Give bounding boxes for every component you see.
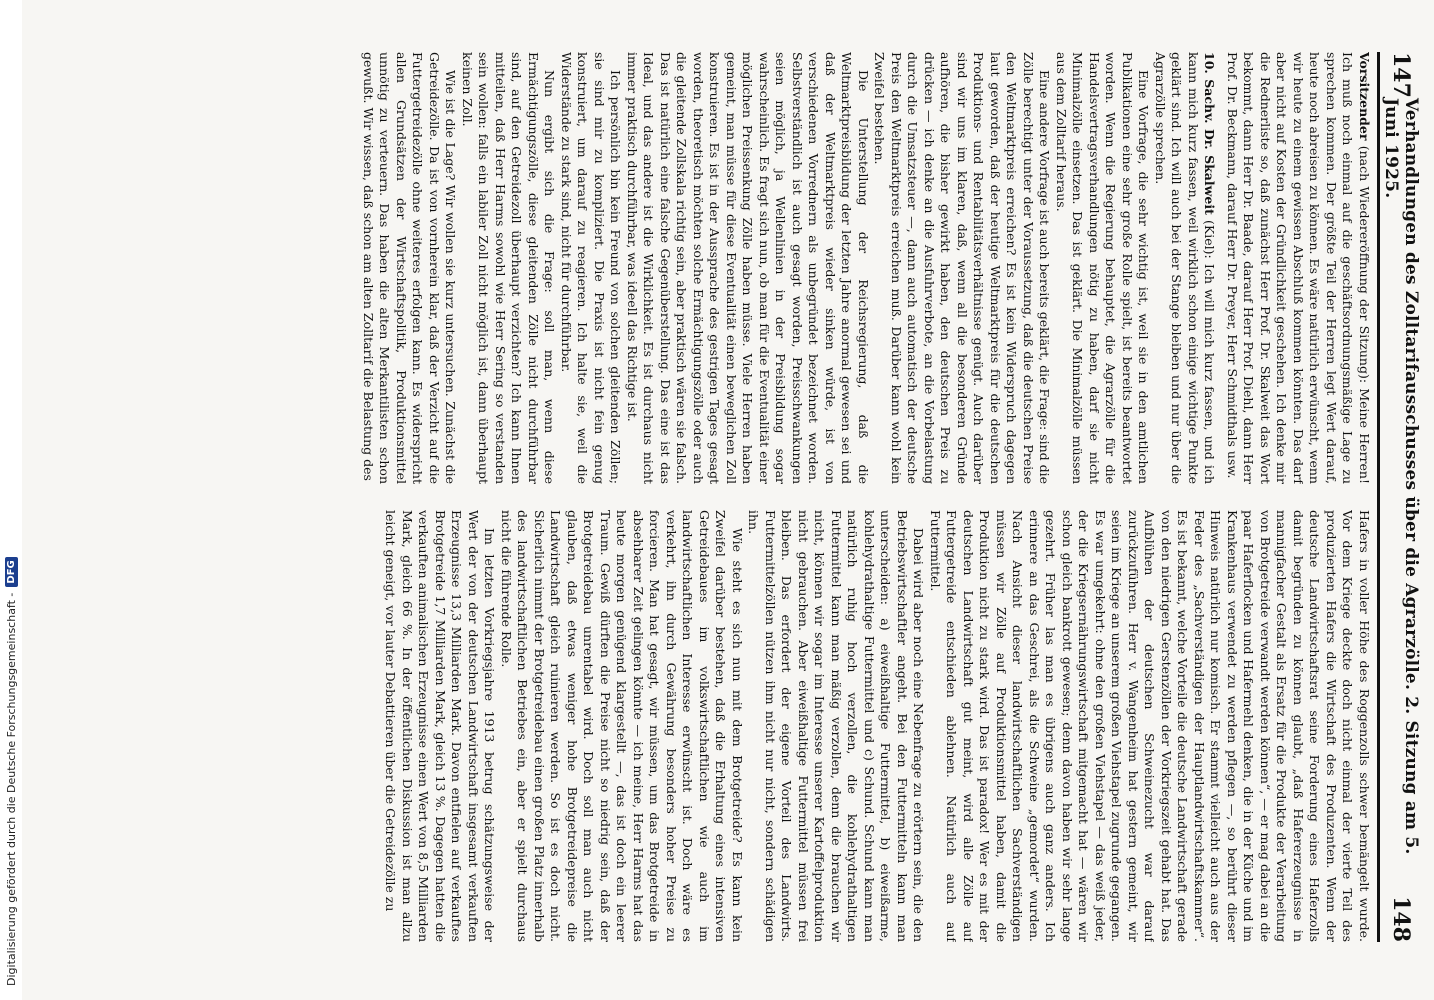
paragraph: Die Unterstellung der Reichsregierung, daß die Weltmarktpreisbildung der letzten Jahre anormal gewesen sei und daß der Weltmarktpreis wieder sinken würde, ist von verschiedenen Vorrednern als unbegründet bezeichnet worden. Selbstverständlich ist auch gesagt worden, Preisschwankungen seien möglich, ja Wellenlinien in der Preisbildung sogar wahrscheinlich. Es fragt sich nun, ob man für die Eventualität einer möglichen Preissenkung Zölle haben müsse. Viele Herren haben gemeint, man müsse für diese Eventualität einen beweglichen Zoll konstruieren. Es ist in der Aussprache des gestrigen Tages gesagt worden, theoretisch möchten solche Ermächtigungszölle oder auch die gleitende Zollskala richtig sein, aber praktisch wären sie falsch. Das ist natürlich eine falsche Gegenüberstellung. Das eine ist das Ideal, und das andere ist die Wirklichkeit. Es ist durchaus nicht immer praktisch durchführbar, was ideell das Richtige ist.	[625, 52, 871, 484]
paragraph-text: (nach Wiedereröffnung der Sitzung): Meine Herren! Ich muß noch einmal auf die geschäftsordnungsmäßige Lage zu sprechen kommen. Der größte Teil der Herren legt Wert darauf, heute noch abreisen zu können. Es wäre natürlich erwünscht, wenn wir heute zu einem gewissen Abschluß kommen könnten. Das darf aber nicht auf Kosten der Gründlichkeit geschehen. Ich denke mir die Rednerliste so, daß zunächst Herr Prof. Dr. Skalweit das Wort bekommt, dann Herr Dr. Baade, darauf Herr Prof. Diehl, dann Herr Prof. Dr. Beckmann, darauf Herr Dr. Preyer, Herr Schmidthals usw.	[1225, 52, 1372, 484]
paragraph: Wie ist die Lage? Wir wollen sie kurz untersuchen. Zunächst die Getreidezölle. Da ist von vornherein klar, daß der Verzicht auf die Futtergetreidezölle ohne weiteres erfolgen kann. Es widerspricht allen Grundsätzen der Wirtschaftspolitik, Produktionsmittel unnötig zu verteuern. Das haben die alten Merkantilisten schon gewußt. Wir wissen, daß schon am alten Zolltarif die Belastung des	[361, 52, 459, 484]
paragraph: Hafers in voller Höhe des Roggenzolls schwer bemängelt wurde. Vor dem Kriege deckte doch nicht einmal der vierte Teil des produzierten Hafers die Wirtschaft des Produzenten. Wenn der deutsche Landwirtschaftsrat seine Forderung eines Haferzolls damit begründen zu können glaubt, „daß Hafererzeugnisse in mannigfacher Gestalt als Ersatz für die Produkte der Verarbeitung von Brotgetreide verwandt werden können“, — er mag dabei an die paar Haferflocken und Hafermehl denken, die in der Küche und im Krankenhaus verwendet zu werden pflegen —, so berührt dieser Hinweis natürlich nur komisch. Er stammt vielleicht auch aus der Feder des „Sachverständigen der Hauptlandwirtschaftskammer“. Es ist bekannt, welche Vorteile die deutsche Landwirtschaft gerade von den niedrigen Gerstenzöllen der Vorkriegszeit gehabt hat. Das Aufblühen der deutschen Schweinezucht war darauf zurückzuführen. Herr v. Wangenheim hat gestern gemeint, wir seien im Kriege an unserem großen Viehstapel zugrunde gegangen. Es war umgekehrt: ohne den großen Viehstapel — das weiß jeder, der die Kriegsernährungswirtschaft mitgemacht hat — wären wir schon gleich bankrott gewesen; denn davon haben wir sehr lange gezehrt. Früher las man es übrigens auch ganz anders. Ich erinnere an das Geschrei, als die Schweine „gemordet“ wurden. Nach Ansicht dieser landwirtschaftlichen Sachverständigen müssen wir Zölle auf Produktionsmittel haben, damit die Produktion nicht zu stark wird. Das ist paradox! Wer es mit der deutschen Landwirtschaft gut meint, wird alle Zölle auf Futtergetreide entschieden ablehnen. Natürlich auch auf Futtermittel.	[928, 510, 1372, 942]
header-rule	[1377, 52, 1380, 942]
paragraph: Nun ergibt sich die Frage: soll man, wenn diese Ermächtigungszölle, diese gleitenden Zölle nicht durchführbar sind, auf den Getreidezoll überhaupt verzichten? Ich kann Ihnen mitteilen, daß Herr Harms sowohl wie Herr Sering so verstanden sein wollen: falls ein labiler Zoll nicht möglich ist, dann überhaupt keinen Zoll.	[460, 52, 558, 484]
paragraph: Eine Vorfrage, die sehr wichtig ist, weil sie in den amtlichen Publikationen eine sehr große Rolle spielt, ist bereits beantwortet worden. Wenn die Regierung behauptet, die Agrarzölle für die Handelsvertragsverhandlungen nötig zu haben, darf sie nicht Minimalzölle einsetzen. Das ist geklärt. Die Minimalzölle müssen aus dem Zolltarif heraus.	[1054, 52, 1152, 484]
paragraph: Ich persönlich bin kein Freund von solchen gleitenden Zöllen; sie sind mir zu kompliziert. Die Praxis ist nicht fein genug konstruiert, um darauf zu reagieren. Ich halte sie, weil die Widerstände zu stark sind, nicht für durchführbar.	[559, 52, 624, 484]
page-header	[1381, 52, 1421, 942]
paragraph: Dabei wird aber noch eine Nebenfrage zu erörtern sein, die den Betriebswirtschaftler angeht. Bei den Futtermitteln kann man unterscheiden: a) eiweißhaltige Futtermittel, b) eiweißarme, kohlehydrathaltige Futtermittel und c) Schund. Schund kann man natürlich ruhig hoch verzollen, die kohlehydrathaltigen Futtermittel kann man mäßig verzollen, denn die brauchen wir nicht, können wir sogar im Interesse unserer Kartoffelproduktion nicht gebrauchen. Aber eiweißhaltige Futtermittel müssen frei bleiben. Das erfordert der eigene Vorteil des Landwirts. Futtermittelzöllen nützen ihm nicht nur nicht, sondern schädigen ihn.	[746, 510, 927, 942]
chair-paragraph	[1224, 52, 1373, 484]
page-number-right: 148	[1388, 896, 1414, 942]
paragraph: Im letzten Vorkriegsjahre 1913 betrug schätzungsweise der Wert der von der deutschen Landwirtschaft insgesamt verkauften Erzeugnisse 13,3 Milliarden Mark. Davon entfielen auf verkauftes Brotgetreide 1,7 Milliarden Mark, gleich 13 %. Dagegen hatten die verkauften animalischen Erzeugnisse einen Wert von 8,5 Milliarden Mark, gleich 66 %. In der öffentlichen Diskussion ist man allzu leicht geneigt, vor lauter Debattieren über die Getreidezölle zu	[383, 510, 498, 942]
paragraph-text: (Kiel): Ich will mich kurz fassen, und ich kann mich kurz fassen, weil wirklich schon einige wichtige Punkte geklärt sind. Ich will auch bei der Stange bleiben und nur über die Agrarzölle sprechen.	[1153, 52, 1218, 484]
page-number-left: 147	[1388, 52, 1414, 98]
speaker-paragraph	[1152, 52, 1218, 484]
column-right	[18, 510, 1372, 942]
running-title: Verhandlungen des Zolltarifausschusses über die Agrarzölle. 2. Sitzung am 5. Juni 1925.	[1381, 97, 1421, 855]
paragraph: Wie steht es sich nun mit dem Brotgetreide? Es kann kein Zweifel darüber bestehen, daß die Erhaltung eines intensiven Getreidebaues im volkswirtschaftlichen wie auch im landwirtschaftlichen Interesse erwünscht ist. Doch wäre es verkehrt, ihn durch Gewährung besonders hoher Preise zu forcieren. Man hat gesagt, wir müssen, um das Brotgetreide in absehbarer Zeit gelingen könnte — ich meine, Herr Harms hat das heute morgen genügend klargestellt —, das ist doch ein leerer Traum. Gewiß dürften die Preise nicht so niedrig sein, daß der Brotgetreidebau unrentabel wird. Doch soll man auch nicht glauben, daß etwas weniger hohe Brotgetreidepreise die Landwirtschaft gleich ruinieren werden. So ist es doch nicht. Sicherlich nimmt der Brotgetreidebau einen großen Platz innerhalb des landwirtschaftlichen Betriebes ein, aber er spielt durchaus nicht die führende Rolle.	[499, 510, 745, 942]
paragraph: Eine andere Vorfrage ist auch bereits geklärt, die Frage: sind die Zölle berechtigt unter der Voraussetzung, daß die deutschen Preise den Weltmarktpreis erreichen? Es ist kein Widerspruch dagegen laut geworden, daß der heutige Weltmarktpreis für die deutschen Produktions- und Rentabilitätsverhältnisse genügt. Auch darüber sind wir uns im klaren, daß, wenn all die besonderen Gründe aufhören, die bisher gewirkt haben, den deutschen Preis zu drücken — ich denke an die Ausfuhrverbote, an die Vorbelastung durch die Umsatzsteuer —, dann auch automatisch der deutsche Preis den Weltmarktpreis erreichen muß. Darüber kann wohl kein Zweifel bestehen.	[872, 52, 1053, 484]
dfg-logo: DFG	[5, 557, 18, 586]
digitization-credit	[0, 0, 22, 1000]
speaker-label-chair: Vorsitzender	[1357, 52, 1372, 141]
column-left	[18, 52, 1372, 484]
speaker-label-skalweit: 10. Sachv. Dr. Skalweit	[1202, 52, 1218, 215]
text-columns	[18, 52, 1372, 942]
credit-text: Digitalisierung gefördert durch die Deutsche Forschungsgemeinschaft -	[4, 592, 18, 986]
